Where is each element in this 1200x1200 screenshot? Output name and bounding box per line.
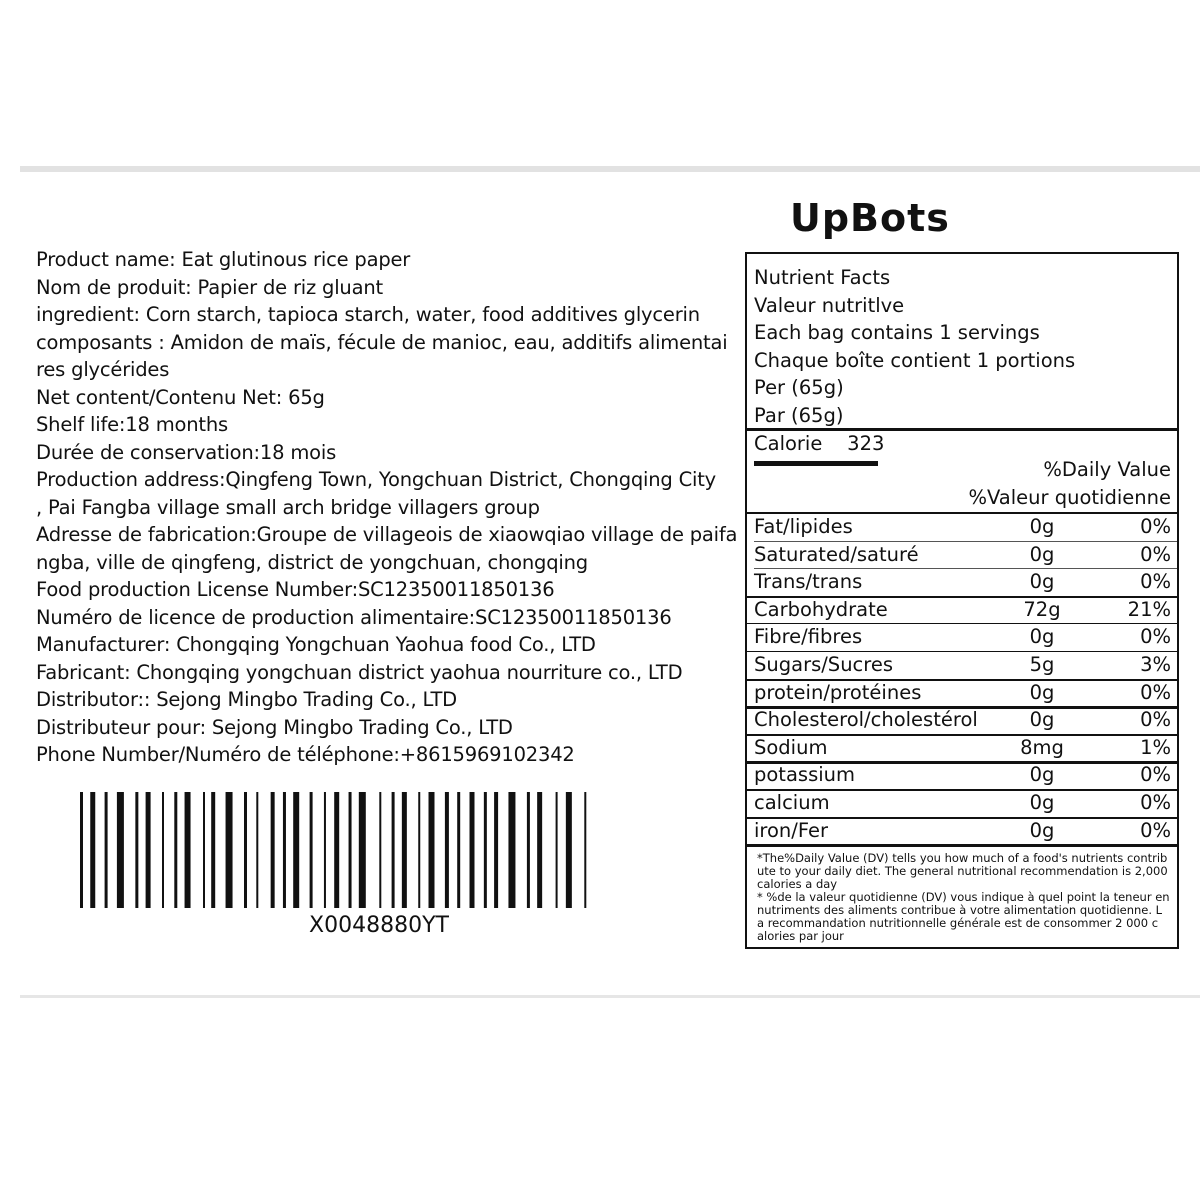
nutrition-facts-panel — [745, 252, 1179, 949]
info-line: Nom de produit: Papier de riz gluant — [36, 275, 383, 299]
nutrient-name: Sugars/Sucres — [754, 653, 894, 676]
row-divider — [747, 651, 1177, 652]
nf-title-fr: Valeur nutritlve — [754, 294, 905, 317]
calorie-row — [754, 430, 884, 457]
brand-name: UpBots — [790, 196, 950, 240]
footnote-line: nutriments des aliments contribue à votre alimentation quotidienne. L — [757, 903, 1163, 917]
nutrient-amount: 0g — [1029, 818, 1055, 842]
info-line: , Pai Fangba village small arch bridge villagers group — [36, 495, 540, 519]
daily-value-header-fr: %Valeur quotidienne — [968, 486, 1171, 509]
footnote-line: * %de la valeur quotidienne (DV) vous indique à quel point la teneur en — [757, 890, 1170, 904]
nutrient-row — [747, 515, 1177, 542]
nutrient-row — [747, 543, 1177, 570]
info-line: Numéro de licence de production alimentaire:SC12350011850136 — [36, 605, 672, 629]
nutrient-amount: 0g — [1029, 708, 1055, 732]
calorie-underline — [754, 461, 878, 466]
nutrient-name: Carbohydrate — [754, 597, 888, 621]
nutrient-row — [747, 819, 1177, 846]
info-line: Manufacturer: Chongqing Yongchuan Yaohua food Co., LTD — [36, 633, 596, 656]
nutrient-daily-value: 0% — [1140, 515, 1171, 538]
nutrient-name: Fat/lipides — [754, 515, 853, 538]
nutrient-name: Saturated/saturé — [754, 542, 919, 566]
nutrient-daily-value: 0% — [1140, 680, 1171, 704]
footnote-line: alories par jour — [757, 929, 844, 943]
info-line: Adresse de fabrication:Groupe de villageois de xiaowqiao village de paifa — [36, 523, 738, 546]
nf-title: Nutrient Facts — [754, 266, 891, 289]
info-line: Distributor:: Sejong Mingbo Trading Co., LTD — [36, 688, 457, 711]
nutrient-amount: 0g — [1029, 791, 1055, 814]
nutrient-amount: 0g — [1029, 542, 1055, 566]
row-divider — [754, 541, 1177, 542]
info-line: Shelf life:18 months — [36, 413, 228, 436]
nutrient-daily-value: 3% — [1140, 653, 1171, 676]
nutrient-name: potassium — [754, 763, 855, 787]
nutrient-name: Fibre/fibres — [754, 625, 863, 649]
row-divider — [747, 623, 1177, 624]
nf-servings-fr: Chaque boîte contient 1 portions — [754, 349, 1076, 372]
barcode-number: X0048880YT — [309, 913, 449, 938]
row-divider — [754, 568, 1177, 569]
nutrient-daily-value: 0% — [1140, 763, 1171, 787]
nutrient-name: iron/Fer — [754, 818, 829, 842]
nutrient-row — [747, 625, 1177, 652]
nf-serving-size: Per (65g) — [754, 376, 844, 399]
info-line: ingredient: Corn starch, tapioca starch, water, food additives glycerin — [36, 303, 700, 326]
nutrient-daily-value: 0% — [1140, 570, 1171, 594]
nutrient-daily-value: 0% — [1140, 818, 1171, 842]
nutrient-row — [747, 681, 1177, 708]
nutrient-row — [747, 791, 1177, 818]
calorie-value: 323 — [847, 432, 885, 455]
nutrient-amount: 0g — [1029, 680, 1055, 704]
nutrient-daily-value: 0% — [1140, 708, 1171, 732]
nutrient-row — [747, 570, 1177, 597]
barcode-image — [80, 792, 678, 908]
footnote-line: ute to your daily diet. The general nutritional recommendation is 2,000 — [757, 864, 1168, 878]
info-line: Fabricant: Chongqing yongchuan district yaohua nourriture co., LTD — [36, 660, 683, 684]
nutrient-amount: 0g — [1029, 625, 1055, 649]
nutrient-name: protein/protéines — [754, 680, 922, 704]
nutrient-name: Sodium — [754, 735, 828, 759]
nutrient-amount: 0g — [1029, 763, 1055, 787]
footnote-line: calories a day — [757, 877, 838, 891]
nutrient-daily-value: 21% — [1127, 597, 1171, 621]
info-line: res glycérides — [36, 358, 170, 381]
nf-serving-size-fr: Par (65g) — [754, 404, 844, 427]
nutrient-daily-value: 0% — [1140, 791, 1171, 814]
nutrient-row — [747, 736, 1177, 763]
nutrient-row — [747, 763, 1177, 790]
nutrient-daily-value: 1% — [1140, 735, 1171, 759]
info-line: Distributeur pour: Sejong Mingbo Trading Co., LTD — [36, 715, 513, 739]
daily-value-header: %Daily Value — [1043, 458, 1171, 481]
nutrient-amount: 0g — [1029, 515, 1055, 538]
info-line: Production address:Qingfeng Town, Yongchuan District, Chongqing City — [36, 468, 717, 491]
info-line: Food production License Number:SC12350011850136 — [36, 578, 555, 601]
nf-divider — [747, 844, 1177, 847]
footnote-line: *The%Daily Value (DV) tells you how much of a food's nutrients contrib — [757, 851, 1168, 865]
info-line: ngba, ville de qingfeng, district de yongchuan, chongqing — [36, 550, 588, 574]
nf-servings: Each bag contains 1 servings — [754, 321, 1040, 344]
nutrient-daily-value: 0% — [1140, 625, 1171, 649]
nutrient-row — [747, 598, 1177, 625]
nutrient-amount: 72g — [1023, 597, 1061, 621]
nutrient-row — [747, 653, 1177, 680]
nutrient-amount: 5g — [1029, 653, 1055, 676]
info-line: Product name: Eat glutinous rice paper — [36, 248, 411, 271]
nutrient-amount: 8mg — [1020, 735, 1064, 759]
info-line: Durée de conservation:18 mois — [36, 440, 337, 464]
footnote-line: a recommandation nutritionnelle générale est de consommer 2 000 c — [757, 916, 1159, 930]
info-line: Net content/Contenu Net: 65g — [36, 385, 325, 409]
info-line: composants : Amidon de maïs, fécule de manioc, eau, additifs alimentai — [36, 330, 728, 354]
nf-footnote — [757, 852, 1175, 943]
nutrient-row — [747, 708, 1177, 735]
product-info-block — [36, 246, 736, 769]
nutrient-name: Cholesterol/cholestérol — [754, 708, 978, 732]
nutrient-name: calcium — [754, 791, 830, 814]
nf-divider — [747, 512, 1177, 514]
nutrient-amount: 0g — [1029, 570, 1055, 594]
calorie-label: Calorie — [754, 432, 823, 455]
info-line: Phone Number/Numéro de téléphone:+8615969102342 — [36, 743, 575, 766]
nutrient-name: Trans/trans — [754, 570, 863, 594]
nutrient-daily-value: 0% — [1140, 542, 1171, 566]
